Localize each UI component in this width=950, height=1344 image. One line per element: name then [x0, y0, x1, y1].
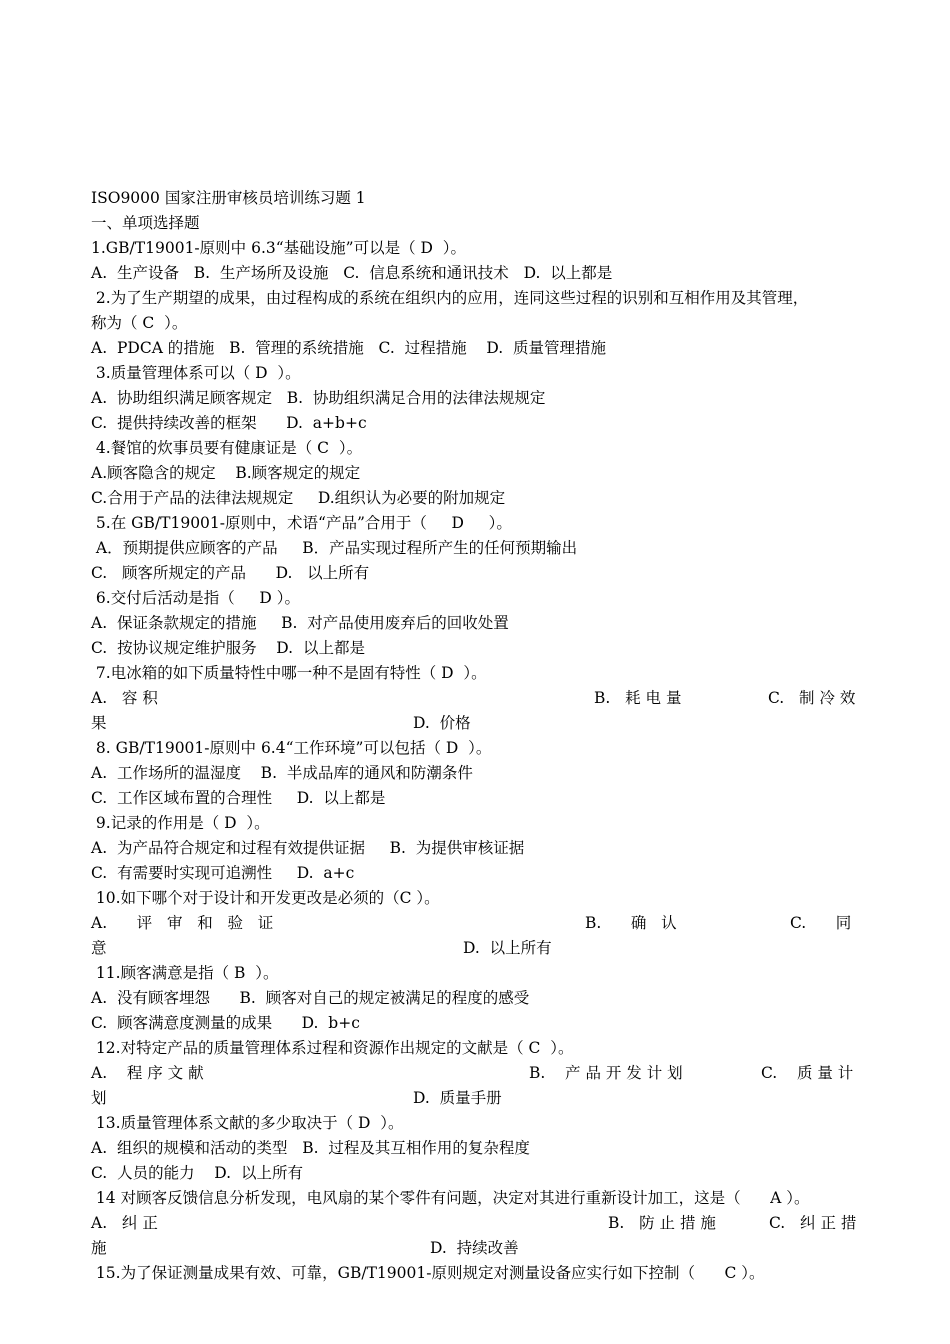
question-4: 4.餐馆的炊事员要有健康证是（ C ）。: [91, 439, 363, 457]
q12-option-d: D. 质量手册: [413, 1089, 502, 1107]
question-8-options-ab: A. 工作场所的温湿度 B. 半成品库的通风和防潮条件: [91, 764, 473, 782]
q14-option-d: D. 持续改善: [430, 1239, 519, 1257]
q14-option-a: A. 纠 正: [91, 1214, 158, 1232]
question-10-options: [91, 911, 861, 936]
question-12: 12.对特定产品的质量管理体系过程和资源作出规定的文献是（ C ）。: [91, 1039, 574, 1057]
question-14: 14 对顾客反馈信息分析发现，电风扇的某个零件有问题，决定对其进行重新设计加工，这是（ A ）。: [91, 1189, 810, 1207]
question-10-options-cont: [91, 936, 861, 961]
question-10: 10.如下哪个对于设计和开发更改是必须的（C ）。: [91, 889, 440, 907]
q10-option-c: C. 同: [790, 914, 852, 932]
q7-option-d: D. 价格: [413, 714, 471, 732]
q12-option-a: A. 程 序 文 献: [91, 1064, 204, 1082]
question-11-options-ab: A. 没有顾客埋怨 B. 顾客对自己的规定被满足的程度的感受: [91, 989, 530, 1007]
section-heading: 一、单项选择题: [91, 214, 200, 232]
q14-option-b: B. 防 止 措 施: [608, 1214, 716, 1232]
question-4-options-ab: A.顾客隐含的规定 B.顾客规定的规定: [91, 464, 361, 482]
question-4-options-cd: C.合用于产品的法律法规规定 D.组织认为必要的附加规定: [91, 489, 506, 507]
question-6-options-cd: C. 按协议规定维护服务 D. 以上都是: [91, 639, 365, 657]
question-3: 3.质量管理体系可以（ D ）。: [91, 364, 301, 382]
q7-option-b: B. 耗 电 量: [594, 689, 682, 707]
question-5-options-ab: A．预期提供应顾客的产品 B．产品实现过程所产生的任何预期输出: [91, 539, 578, 557]
q12-option-b: B. 产 品 开 发 计 划: [529, 1064, 683, 1082]
question-9-options-ab: A. 为产品符合规定和过程有效提供证据 B. 为提供审核证据: [91, 839, 525, 857]
question-1: 1.GB/T19001-原则中 6.3“基础设施”可以是（ D ）。: [91, 239, 467, 257]
question-14-options: [91, 1211, 861, 1236]
q10-option-d: D. 以上所有: [463, 939, 552, 957]
question-13-options-ab: A. 组织的规模和活动的类型 B. 过程及其互相作用的复杂程度: [91, 1139, 530, 1157]
q12-option-c-cont: 划: [91, 1089, 107, 1107]
question-12-options: [91, 1061, 861, 1086]
question-6: 6.交付后活动是指（ D ）。: [91, 589, 300, 607]
q14-option-c: C. 纠 正 措: [769, 1214, 857, 1232]
question-6-options-ab: A. 保证条款规定的措施 B. 对产品使用废弃后的回收处置: [91, 614, 509, 632]
question-13-options-cd: C. 人员的能力 D. 以上所有: [91, 1164, 303, 1182]
question-3-options-cd: C. 提供持续改善的框架 D. a+b+c: [91, 414, 367, 432]
question-1-options: A. 生产设备 B. 生产场所及设施 C. 信息系统和通讯技术 D. 以上都是: [91, 264, 613, 282]
question-8-options-cd: C. 工作区域布置的合理性 D. 以上都是: [91, 789, 386, 807]
q10-option-b: B. 确 认: [585, 914, 677, 932]
question-2-options: A. PDCA 的措施 B. 管理的系统措施 C. 过程措施 D. 质量管理措施: [91, 339, 606, 357]
question-14-options-cont: [91, 1236, 861, 1261]
question-9: 9.记录的作用是（ D ）。: [91, 814, 270, 832]
question-8: 8. GB/T19001-原则中 6.4“工作环境”可以包括（ D ）。: [91, 739, 492, 757]
q7-option-c-cont: 果: [91, 714, 107, 732]
question-5-options-cd: C. 顾客所规定的产品 D. 以上所有: [91, 564, 370, 582]
q7-option-a: A. 容 积: [91, 689, 158, 707]
question-2: 2.为了生产期望的成果，由过程构成的系统在组织内的应用，连同这些过程的识别和互相作用及其管理，: [91, 289, 809, 307]
document-title: ISO9000 国家注册审核员培训练习题 1: [91, 189, 366, 207]
question-9-options-cd: C. 有需要时实现可追溯性 D. a+c: [91, 864, 355, 882]
question-13: 13.质量管理体系文献的多少取决于（ D ）。: [91, 1114, 404, 1132]
q12-option-c: C. 质 量 计: [761, 1064, 854, 1082]
question-11-options-cd: C. 顾客满意度测量的成果 D. b+c: [91, 1014, 360, 1032]
question-5: 5.在 GB/T19001-原则中，术语“产品”合用于（ D ）。: [91, 514, 512, 532]
q7-option-c: C. 制 冷 效: [768, 689, 856, 707]
question-7-options: [91, 686, 861, 711]
question-7: 7.电冰箱的如下质量特性中哪一种不是固有特性（ D ）。: [91, 664, 487, 682]
question-7-options-cont: [91, 711, 861, 736]
question-12-options-cont: [91, 1086, 861, 1111]
q10-option-a: A. 评 审 和 验 证: [91, 914, 274, 932]
question-3-options-ab: A. 协助组织满足顾客规定 B. 协助组织满足合用的法律法规规定: [91, 389, 546, 407]
question-15: 15.为了保证测量成果有效、可靠，GB/T19001-原则规定对测量设备应实行如下控制（ C ）。: [91, 1264, 765, 1282]
question-2-cont: 称为（ C ）。: [91, 314, 188, 332]
question-11: 11.顾客满意是指（ B ）。: [91, 964, 279, 982]
q14-option-c-cont: 施: [91, 1239, 107, 1257]
q10-option-c-cont: 意: [91, 939, 107, 957]
